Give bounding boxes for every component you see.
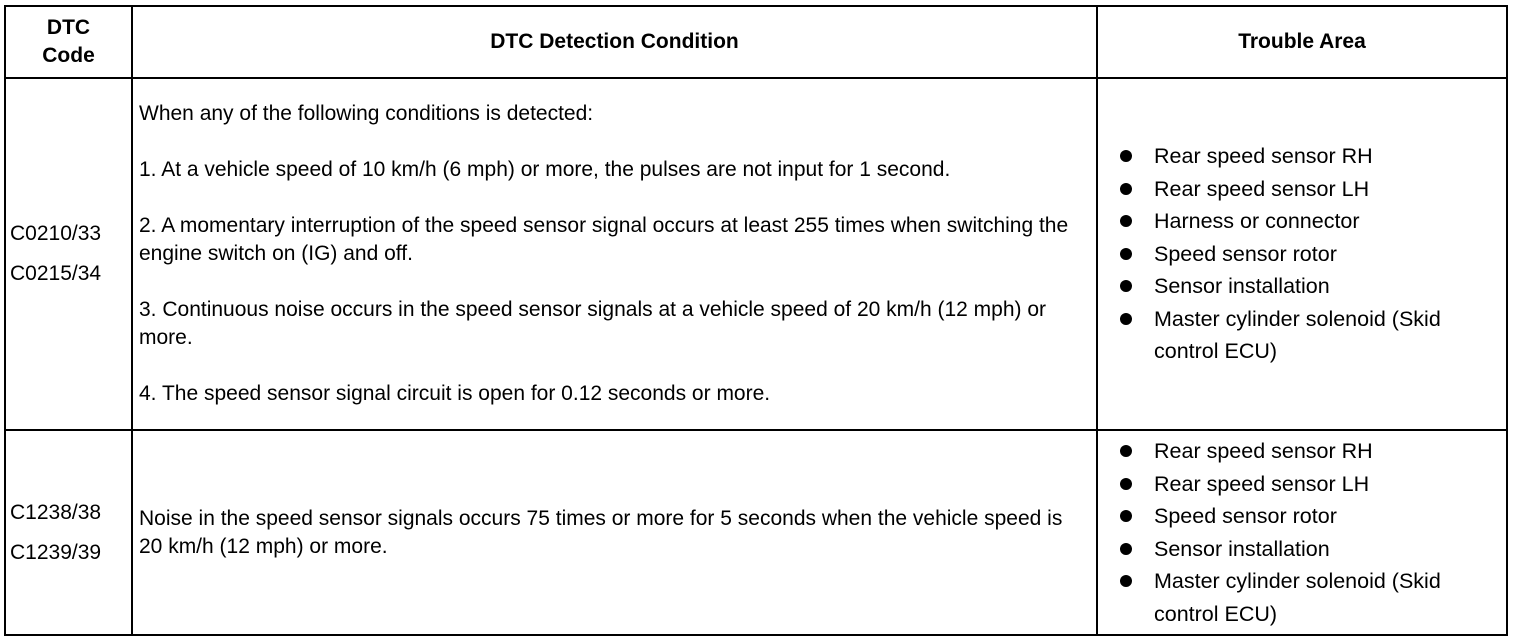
bullet-icon [1120, 313, 1132, 325]
list-item [1118, 238, 1500, 271]
header-row [5, 6, 1507, 78]
trouble-item: Master cylinder solenoid (Skid control ECU) [1154, 569, 1441, 626]
condition-text: 1. At a vehicle speed of 10 km/h (6 mph) or more, the pulses are not input for 1 second. [139, 158, 951, 181]
header-code-line1: DTC [46, 16, 91, 39]
trouble-item: Sensor installation [1154, 274, 1330, 299]
list-item [1118, 205, 1500, 238]
trouble-item: Speed sensor rotor [1154, 241, 1337, 266]
header-condition: DTC Detection Condition [132, 6, 1097, 78]
trouble-item: Rear speed sensor LH [1154, 176, 1370, 201]
trouble-list [1118, 140, 1500, 368]
header-code [5, 6, 132, 78]
trouble-item: Harness or connector [1154, 209, 1360, 234]
trouble-item: Master cylinder solenoid (Skid control ECU) [1154, 306, 1441, 364]
dtc-code-cell [5, 430, 132, 635]
table-row [5, 430, 1507, 635]
trouble-area-cell [1097, 78, 1507, 430]
bullet-icon [1120, 150, 1132, 162]
list-item [1118, 303, 1500, 368]
trouble-area-cell [1097, 430, 1507, 635]
dtc-code: C0215/34 [10, 262, 102, 285]
list-item [1118, 173, 1500, 206]
bullet-icon [1120, 248, 1132, 260]
list-item [1118, 270, 1500, 303]
bullet-icon [1120, 543, 1132, 555]
header-trouble: Trouble Area [1097, 6, 1507, 78]
dtc-code: C0210/33 [10, 222, 102, 245]
bullet-icon [1120, 280, 1132, 292]
trouble-item: Rear speed sensor RH [1154, 439, 1373, 463]
bullet-icon [1120, 183, 1132, 195]
bullet-icon [1120, 445, 1132, 457]
dtc-code: C1238/38 [10, 500, 102, 524]
bullet-icon [1120, 510, 1132, 522]
trouble-item: Sensor installation [1154, 536, 1330, 561]
condition-cell [132, 78, 1097, 430]
table-row [5, 78, 1507, 430]
condition-text: Noise in the speed sensor signals occurs 75 times or more for 5 seconds when the vehicle speed is 20 km/h (12 mph) or more. [139, 506, 1063, 558]
condition-cell [132, 430, 1097, 635]
trouble-list [1118, 435, 1500, 630]
list-item [1118, 140, 1500, 173]
condition-text: When any of the following conditions is detected: [139, 102, 594, 125]
condition-text: 2. A momentary interruption of the speed sensor signal occurs at least 255 times when switching the engine switch on (IG) and off. [139, 214, 1069, 265]
list-item [1118, 533, 1500, 566]
bullet-icon [1120, 478, 1132, 490]
trouble-item: Rear speed sensor RH [1154, 144, 1373, 169]
list-item [1118, 435, 1500, 468]
list-item [1118, 468, 1500, 501]
bullet-icon [1120, 575, 1132, 587]
header-code-line2: Code [42, 44, 95, 67]
dtc-table [4, 5, 1508, 636]
condition-text: 3. Continuous noise occurs in the speed sensor signals at a vehicle speed of 20 km/h (12 mph) or more. [139, 298, 1047, 349]
list-item [1118, 500, 1500, 533]
dtc-code: C1239/39 [10, 540, 102, 564]
bullet-icon [1120, 215, 1132, 227]
dtc-code-cell [5, 78, 132, 430]
condition-text: 4. The speed sensor signal circuit is open for 0.12 seconds or more. [139, 382, 771, 405]
trouble-item: Speed sensor rotor [1154, 504, 1337, 528]
list-item [1118, 565, 1500, 630]
trouble-item: Rear speed sensor LH [1154, 471, 1370, 496]
